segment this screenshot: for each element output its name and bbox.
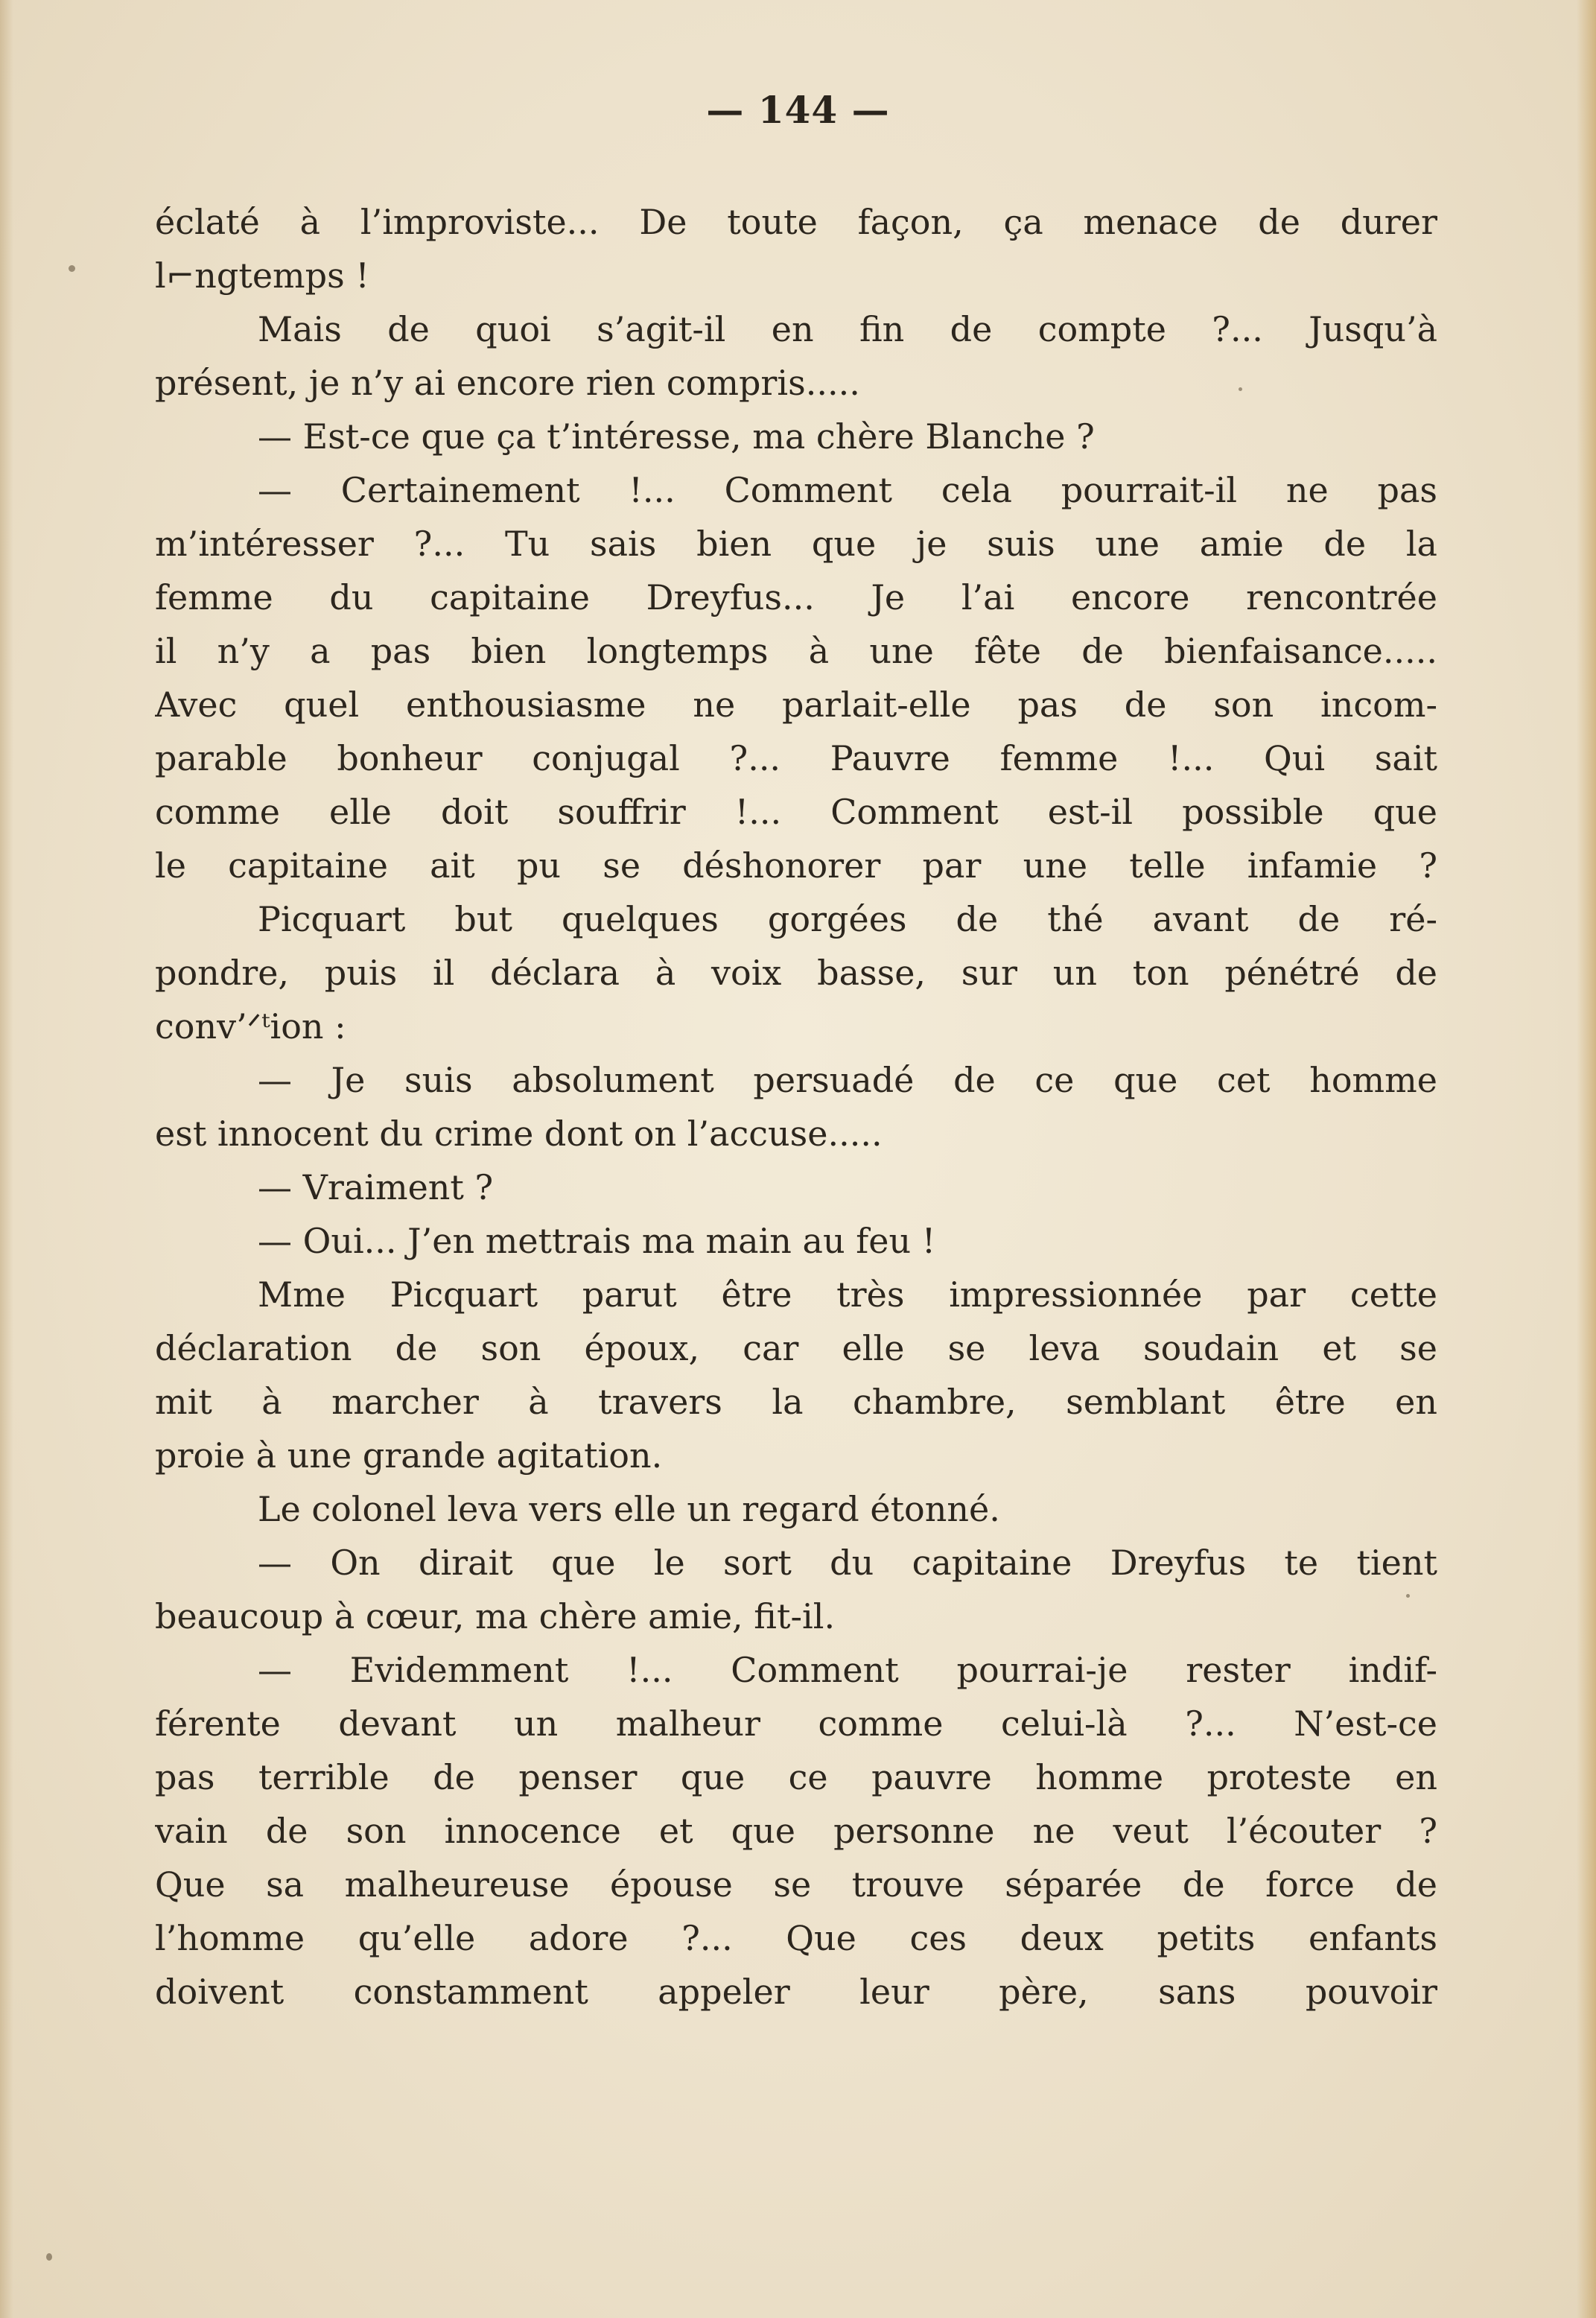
paper-speck xyxy=(46,2253,52,2261)
body-text xyxy=(155,195,1437,2019)
page-edge-left xyxy=(0,0,13,2318)
text-line: doivent constamment appeler leur père, sans pouvoir xyxy=(155,1972,1437,2012)
text-line: femme du capitaine Dreyfus... Je l’ai encore rencontrée xyxy=(155,577,1437,617)
text-line: — Evidemment !... Comment pourrai-je rester indif- xyxy=(258,1650,1437,1690)
text-line: l’homme qu’elle adore ?... Que ces deux petits enfants xyxy=(155,1918,1437,1958)
text-line: — Est-ce que ça t’intéresse, ma chère Blanche ? xyxy=(258,416,1095,457)
text-line: déclaration de son époux, car elle se leva soudain et se xyxy=(155,1328,1437,1368)
text-line: vain de son innocence et que personne ne veut l’écouter ? xyxy=(155,1811,1437,1851)
page-number: — 144 — xyxy=(706,88,890,132)
text-line: pas terrible de penser que ce pauvre homme proteste en xyxy=(155,1757,1437,1797)
text-line: proie à une grande agitation. xyxy=(155,1435,663,1476)
text-line: Que sa malheureuse épouse se trouve séparée de force de xyxy=(155,1864,1437,1905)
page-edge-right xyxy=(1577,0,1596,2318)
paper-speck xyxy=(69,265,75,272)
paper-speck xyxy=(1239,387,1242,391)
text-line: il n’y a pas bien longtemps à une fête de bienfaisance..... xyxy=(155,631,1437,671)
text-line: — On dirait que le sort du capitaine Dreyfus te tient xyxy=(258,1543,1437,1583)
text-line: férente devant un malheur comme celui-là ?... N’est-ce xyxy=(155,1703,1437,1744)
text-line: — Certainement !... Comment cela pourrait-il ne pas xyxy=(258,470,1437,510)
text-line: mit à marcher à travers la chambre, semblant être en xyxy=(155,1382,1437,1422)
text-line: Avec quel enthousiasme ne parlait-elle pas de son incom- xyxy=(155,685,1437,725)
text-line: — Vraiment ? xyxy=(258,1167,494,1207)
text-line: — Je suis absolument persuadé de ce que cet homme xyxy=(258,1060,1437,1100)
paper-speck xyxy=(1406,1594,1410,1598)
text-line: m’intéresser ?... Tu sais bien que je suis une amie de la xyxy=(155,524,1437,564)
text-line: Mme Picquart parut être très impressionnée par cette xyxy=(258,1274,1437,1315)
text-line: beaucoup à cœur, ma chère amie, fit-il. xyxy=(155,1596,836,1636)
text-line: parable bonheur conjugal ?... Pauvre femme !... Qui sait xyxy=(155,738,1437,778)
text-line: comme elle doit souffrir !... Comment est-il possible que xyxy=(155,792,1437,832)
text-line: l⌐ngtemps ! xyxy=(155,255,369,296)
text-line: Le colonel leva vers elle un regard étonné. xyxy=(258,1489,1000,1529)
text-line: présent, je n’y ai encore rien compris..... xyxy=(155,363,860,403)
text-line: conv’ᐟᵗion : xyxy=(155,1006,346,1047)
text-line: le capitaine ait pu se déshonorer par une telle infamie ? xyxy=(155,845,1437,886)
text-line: pondre, puis il déclara à voix basse, sur un ton pénétré de xyxy=(155,953,1437,993)
text-line: est innocent du crime dont on l’accuse..... xyxy=(155,1114,883,1154)
text-line: éclaté à l’improviste... De toute façon, ça menace de durer xyxy=(155,202,1437,242)
text-line: Picquart but quelques gorgées de thé avant de ré- xyxy=(258,899,1437,939)
text-line: — Oui... J’en mettrais ma main au feu ! xyxy=(258,1221,936,1261)
text-line: Mais de quoi s’agit-il en fin de compte ?... Jusqu’à xyxy=(258,309,1437,349)
